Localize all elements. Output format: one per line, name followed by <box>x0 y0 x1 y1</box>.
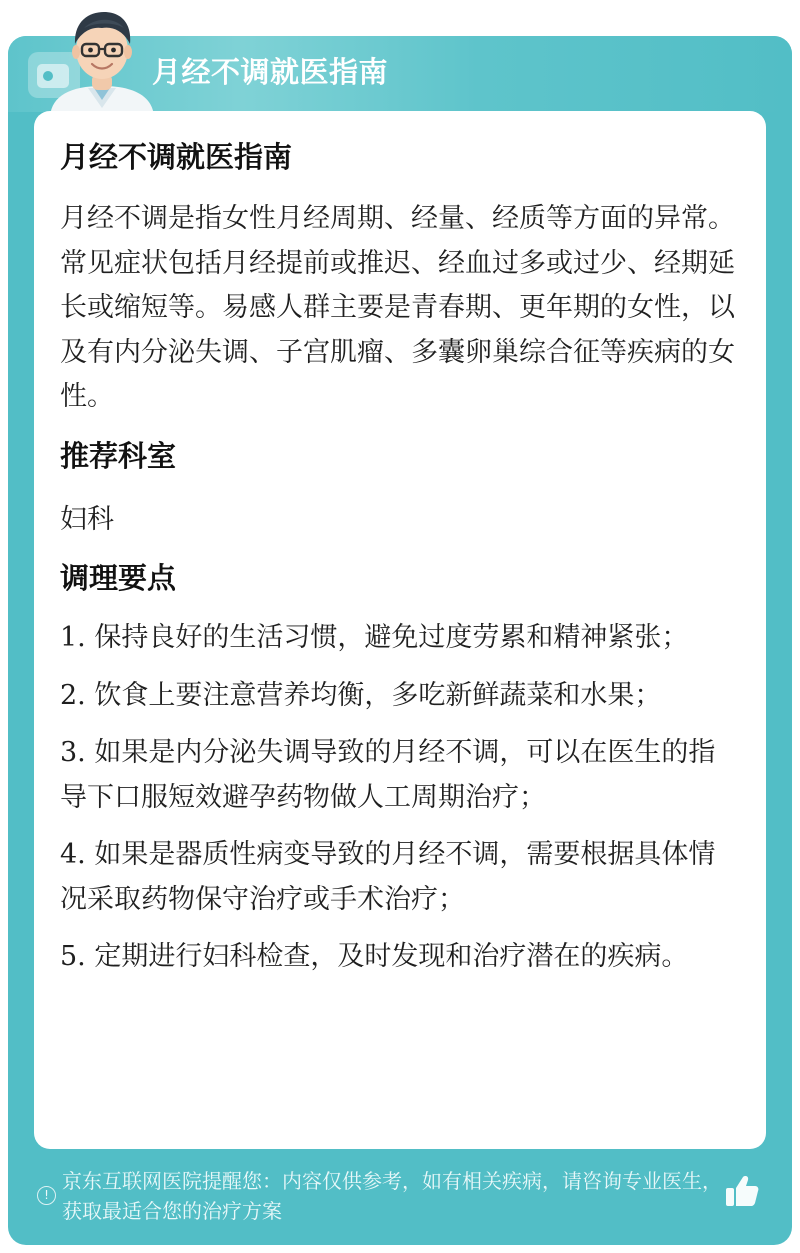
doctor-avatar <box>44 4 160 116</box>
list-item-text: 定期进行妇科检查，及时发现和治疗潜在的疾病。 <box>94 941 689 972</box>
list-item-text: 保持良好的生活习惯，避免过度劳累和精神紧张； <box>94 622 689 653</box>
list-item <box>60 674 740 719</box>
list-item-number: 1. <box>60 622 86 653</box>
disclaimer-text: 京东互联网医院提醒您：内容仅供参考，如有相关疾病，请咨询专业医生，获取最适合您的治疗方案 <box>62 1169 722 1223</box>
list-item-number: 4. <box>60 839 86 870</box>
condition-description: 月经不调是指女性月经周期、经量、经质等方面的异常。常见症状包括月经提前或推迟、经血过多或过少、经期延长或缩短等。易感人群主要是青春期、更年期的女性，以及有内分泌失调、子宫肌瘤、多囊卵巢综合征等疾病的女性。 <box>60 203 735 412</box>
guide-title: 月经不调就医指南 <box>60 140 293 174</box>
list-item-number: 3. <box>60 737 86 768</box>
list-item <box>60 616 740 661</box>
recommended-dept-value: 妇科 <box>60 503 114 535</box>
list-item <box>60 935 740 980</box>
list-item-number: 2. <box>60 679 86 711</box>
list-item <box>60 833 740 922</box>
list-item-number: 5. <box>60 941 86 972</box>
list-item-text: 如果是器质性病变导致的月经不调，需要根据具体情况采取药物保守治疗或手术治疗； <box>60 839 716 915</box>
thumbs-up-icon[interactable] <box>724 1174 760 1208</box>
header-title: 月经不调就医指南 <box>152 55 389 89</box>
care-tips-heading: 调理要点 <box>60 561 177 595</box>
list-item-text: 饮食上要注意营养均衡，多吃新鲜蔬菜和水果； <box>94 679 662 711</box>
info-circle-icon: ! <box>37 1186 56 1205</box>
list-item <box>60 731 740 820</box>
recommended-dept-heading: 推荐科室 <box>60 438 177 473</box>
list-item-text: 如果是内分泌失调导致的月经不调，可以在医生的指导下口服短效避孕药物做人工周期治疗； <box>60 737 716 813</box>
content-card <box>34 111 766 1149</box>
